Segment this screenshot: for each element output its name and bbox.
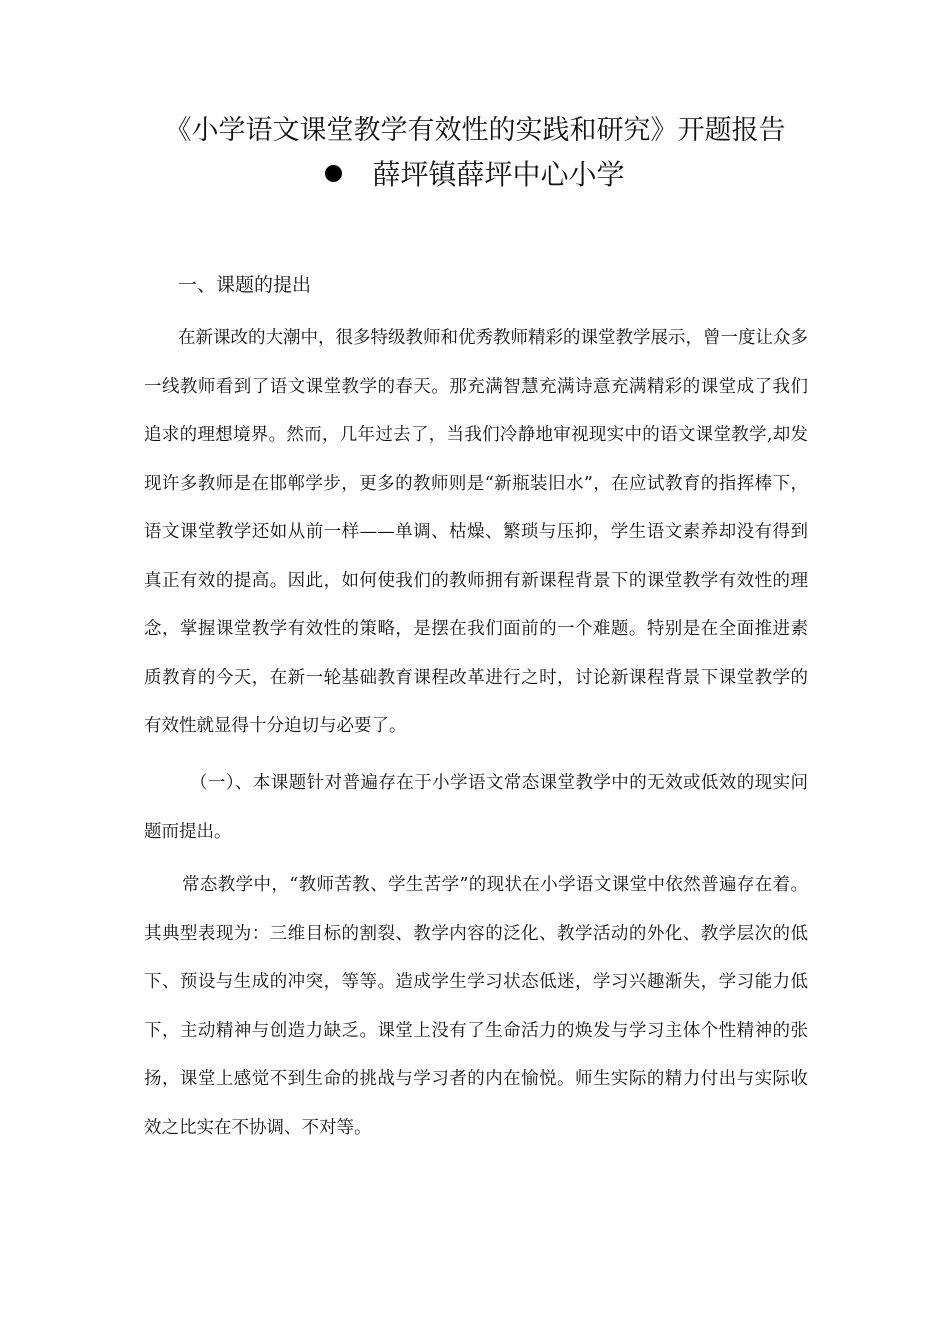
section-heading: 一、课题的提出	[178, 274, 312, 296]
bullet-icon	[325, 165, 342, 182]
document-subtitle	[0, 154, 950, 196]
paragraph-subsection-one: （一）、本课题针对普遍存在于小学语文常态课堂教学中的无效或低效的现实问题而提出。	[144, 773, 808, 842]
document-title: 《小学语文课堂教学有效性的实践和研究》开题报告	[164, 115, 786, 146]
paragraph-current-situation: 常态教学中，“教师苦教、学生苦学”的现状在小学语文课堂中依然普遍存在着。其典型表现为：三维目标的割裂、教学内容的泛化、教学活动的外化、教学层次的低下、预设与生成的冲突，等等。造成学生学习状态低迷，学习兴趣渐失，学习能力低下，主动精神与创造力缺乏。课堂上没有了生命活力的焕发与学习主体个性精神的张扬，课堂上感觉不到生命的挑战与学习者的内在愉悦。师生实际的精力付出与实际收效之比实在不协调、不对等。	[144, 875, 808, 1138]
school-name: 薛坪镇薛坪中心小学	[372, 158, 625, 191]
paragraph-background: 在新课改的大潮中，很多特级教师和优秀教师精彩的课堂教学展示，曾一度让众多一线教师看到了语文课堂教学的春天。那充满智慧充满诗意充满精彩的课堂成了我们追求的理想境界。然而，几年过去了，当我们冷静地审视现实中的语文课堂教学,却发现许多教师是在邯郸学步，更多的教师则是“新瓶装旧水”，在应试教育的指挥棒下，语文课堂教学还如从前一样——单调、枯燥、繁琐与压抑，学生语文素养却没有得到真正有效的提高。因此，如何使我们的教师拥有新课程背景下的课堂教学有效性的理念，掌握课堂教学有效性的策略，是摆在我们面前的一个难题。特别是在全面推进素质教育的今天，在新一轮基础教育课程改革进行之时，讨论新课程背景下课堂教学的有效性就显得十分迫切与必要了。	[144, 328, 808, 736]
